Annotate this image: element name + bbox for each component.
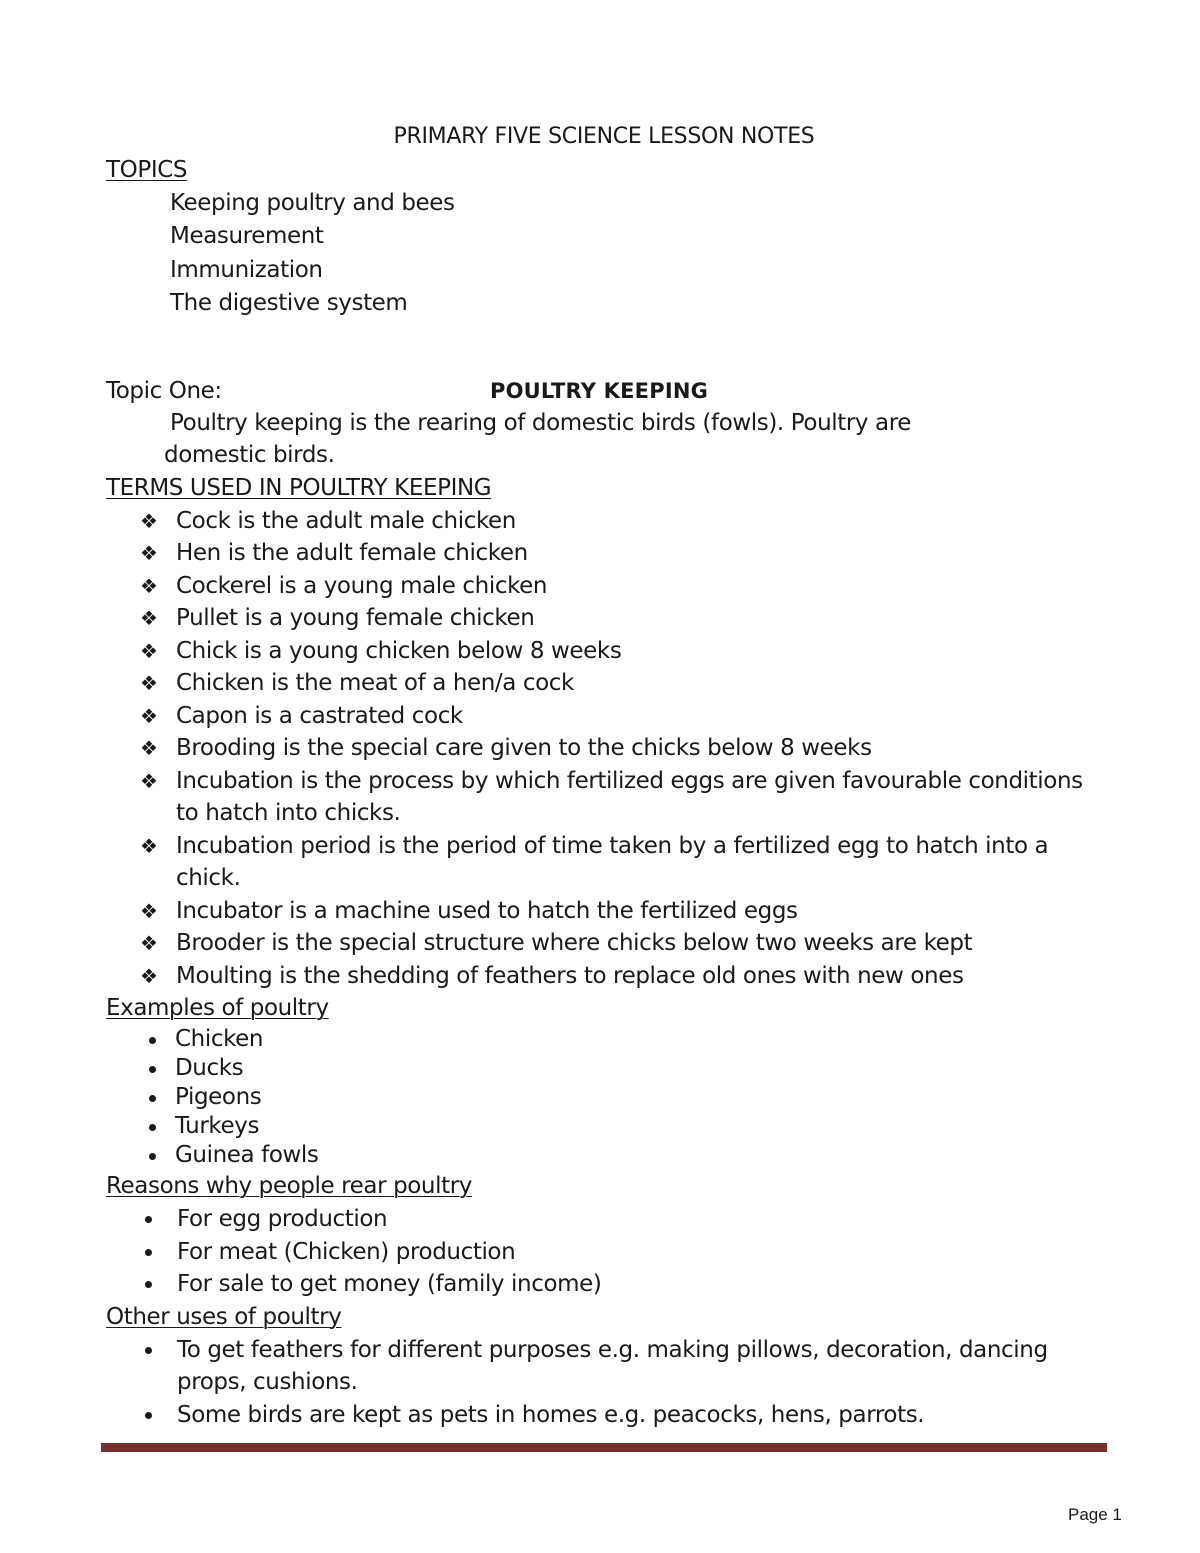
term-item [106, 505, 1106, 538]
term-text: Hen is the adult female chicken [176, 540, 528, 566]
term-item [106, 960, 1106, 993]
example-text: Chicken [175, 1026, 264, 1052]
topics-heading-text: TOPICS [106, 157, 188, 183]
term-text: Chicken is the meat of a hen/a cock [176, 670, 574, 696]
bullet-dot-icon [145, 1249, 152, 1256]
term-item [106, 830, 1106, 895]
reasons-heading [106, 1170, 1106, 1203]
four-diamond-bullet-icon: ❖ [140, 606, 158, 630]
four-diamond-bullet-icon: ❖ [140, 671, 158, 695]
example-item [106, 1054, 1106, 1083]
term-text: Cock is the adult male chicken [176, 507, 516, 534]
other-use-text: To get feathers for different purposes e.g. making pillows, decoration, dancing props, cushions. [177, 1336, 1048, 1395]
example-item [106, 1141, 1106, 1170]
terms-list [106, 505, 1106, 993]
bullet-dot-icon [145, 1347, 152, 1354]
examples-heading [106, 992, 1106, 1025]
example-text: Guinea fowls [175, 1142, 319, 1168]
topic-one-row [106, 375, 1106, 407]
example-item [106, 1083, 1106, 1112]
reasons-list [106, 1203, 1106, 1301]
spacer [106, 321, 1106, 375]
reasons-heading-text: Reasons why people rear poultry [106, 1173, 472, 1199]
reason-text: For meat (Chicken) production [177, 1238, 516, 1265]
four-diamond-bullet-icon: ❖ [140, 508, 158, 533]
four-diamond-bullet-icon: ❖ [140, 963, 158, 988]
example-text: Turkeys [175, 1113, 260, 1139]
examples-list [106, 1025, 1106, 1170]
other-use-text: Some birds are kept as pets in homes e.g. peacocks, hens, parrots. [177, 1401, 925, 1428]
term-item [106, 570, 1106, 603]
bullet-dot-icon [149, 1124, 156, 1131]
bullet-dot-icon [149, 1066, 156, 1073]
topic-item: Immunization [170, 256, 323, 283]
four-diamond-bullet-icon: ❖ [140, 768, 158, 793]
four-diamond-bullet-icon: ❖ [140, 931, 158, 955]
term-text: Chick is a young chicken below 8 weeks [176, 637, 622, 664]
terms-heading [106, 472, 1106, 505]
bullet-dot-icon [145, 1412, 152, 1419]
bullet-dot-icon [145, 1216, 152, 1223]
term-text: Incubator is a machine used to hatch the fertilized eggs [176, 897, 798, 924]
example-text: Ducks [175, 1055, 244, 1081]
document-title: PRIMARY FIVE SCIENCE LESSON NOTES [393, 124, 815, 149]
topic-one-heading: POULTRY KEEPING [490, 378, 709, 403]
bullet-dot-icon [149, 1037, 156, 1044]
examples-heading-text: Examples of poultry [106, 995, 329, 1021]
term-text: Cockerel is a young male chicken [176, 572, 548, 599]
four-diamond-bullet-icon: ❖ [140, 573, 158, 598]
term-item [106, 927, 1106, 960]
term-text: Brooding is the special care given to the chicks below 8 weeks [176, 735, 872, 761]
term-item [106, 765, 1106, 830]
example-item [106, 1025, 1106, 1054]
term-item [106, 602, 1106, 635]
four-diamond-bullet-icon: ❖ [140, 898, 158, 923]
example-text: Pigeons [175, 1084, 262, 1110]
four-diamond-bullet-icon: ❖ [140, 833, 158, 858]
term-text: Incubation is the process by which fertilized eggs are given favourable conditions to hatch into chicks. [176, 767, 1083, 826]
topic-item: Keeping poultry and bees [170, 189, 455, 216]
term-text: Capon is a castrated cock [176, 702, 463, 729]
footer-rule [101, 1443, 1107, 1452]
example-item [106, 1112, 1106, 1141]
four-diamond-bullet-icon: ❖ [140, 638, 158, 663]
other-use-item [106, 1399, 1106, 1432]
definition-line-2: domestic birds. [164, 442, 335, 468]
term-item [106, 700, 1106, 733]
bullet-dot-icon [149, 1095, 156, 1102]
terms-heading-text: TERMS USED IN POULTRY KEEPING [106, 474, 492, 501]
bullet-dot-icon [145, 1281, 152, 1288]
reason-text: For sale to get money (family income) [177, 1271, 602, 1297]
other-uses-list [106, 1334, 1106, 1432]
page-number: Page 1 [1068, 1505, 1122, 1524]
topic-one-label: Topic One: [106, 377, 222, 404]
term-item [106, 537, 1106, 570]
other-uses-heading [106, 1301, 1106, 1334]
four-diamond-bullet-icon: ❖ [140, 541, 158, 565]
bullet-dot-icon [149, 1153, 156, 1160]
poultry-definition [106, 407, 1106, 472]
topics-list [106, 187, 1106, 321]
other-uses-heading-text: Other uses of poultry [106, 1303, 342, 1330]
four-diamond-bullet-icon: ❖ [140, 736, 158, 760]
term-text: Moulting is the shedding of feathers to replace old ones with new ones [176, 962, 964, 989]
term-text: Brooder is the special structure where chicks below two weeks are kept [176, 930, 973, 956]
reason-item [106, 1236, 1106, 1269]
term-item [106, 895, 1106, 928]
term-text: Incubation period is the period of time taken by a fertilized egg to hatch into a chick. [176, 832, 1049, 891]
four-diamond-bullet-icon: ❖ [140, 703, 158, 728]
other-use-item [106, 1334, 1106, 1399]
term-item [106, 635, 1106, 668]
definition-line-1: Poultry keeping is the rearing of domestic birds (fowls). Poultry are [170, 409, 912, 436]
reason-item [106, 1268, 1106, 1301]
topic-item: The digestive system [170, 290, 408, 316]
topic-item: Measurement [170, 223, 324, 249]
term-item [106, 732, 1106, 765]
term-item [106, 667, 1106, 700]
topics-heading [106, 154, 1106, 187]
document-body [106, 154, 1106, 1431]
reason-item [106, 1203, 1106, 1236]
reason-text: For egg production [177, 1206, 388, 1232]
term-text: Pullet is a young female chicken [176, 605, 535, 631]
